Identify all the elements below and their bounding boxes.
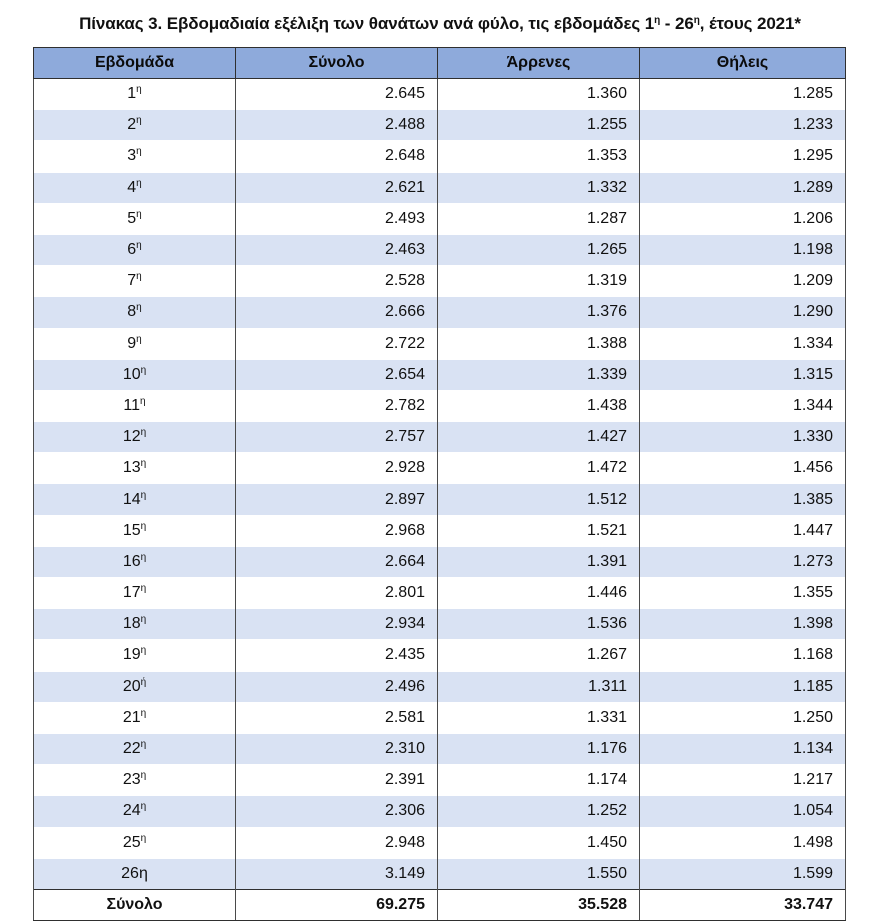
table-row [34,858,846,889]
table-body [34,79,846,890]
week-cell [34,110,236,141]
week-cell [34,671,236,702]
week-number: 18 [122,615,141,633]
total-cell: 2.722 [236,328,438,359]
male-cell: 1.339 [438,359,640,390]
week-cell [34,266,236,297]
total-cell: 2.928 [236,453,438,484]
week-cell [34,733,236,764]
female-cell: 1.185 [640,671,846,702]
week-ordinal-suffix: η [140,801,147,813]
female-cell: 1.344 [640,390,846,421]
week-number: 25 [122,833,141,851]
female-cell: 1.295 [640,141,846,172]
title-range: - 26 [660,14,694,33]
week-ordinal-suffix: η [136,240,142,252]
male-cell: 1.174 [438,765,640,796]
week-ordinal-suffix: η [136,302,142,314]
week-cell [34,141,236,172]
female-cell: 1.285 [640,79,846,110]
table-row [34,79,846,110]
week-ordinal-suffix: η [140,707,147,719]
table-row [34,702,846,733]
table-row [34,172,846,203]
week-number: 21 [122,708,141,726]
week-ordinal-suffix: η [136,115,142,127]
week-number: 19 [122,646,141,664]
week-ordinal-suffix: η [136,84,142,96]
week-number: 24 [122,802,141,820]
header-total: Σύνολο [236,48,438,79]
week-number: 20 [122,677,141,695]
week-number: 17 [122,584,141,602]
total-cell: 2.968 [236,515,438,546]
female-cell: 1.456 [640,453,846,484]
week-cell [34,79,236,110]
week-ordinal-suffix: η [140,364,147,376]
total-cell: 2.581 [236,702,438,733]
week-cell [34,546,236,577]
week-cell [34,796,236,827]
female-cell: 1.054 [640,796,846,827]
week-ordinal-suffix: η [136,208,142,220]
totals-total: 69.275 [236,889,438,920]
female-cell: 1.385 [640,484,846,515]
male-cell: 1.353 [438,141,640,172]
week-ordinal-suffix: η [136,177,142,189]
female-cell: 1.355 [640,578,846,609]
week-ordinal-suffix: η [140,583,147,595]
table-row [34,546,846,577]
week-cell [34,172,236,203]
total-cell: 2.488 [236,110,438,141]
header-female: Θήλεις [640,48,846,79]
female-cell: 1.398 [640,609,846,640]
week-ordinal-suffix: η [140,770,147,782]
female-cell: 1.315 [640,359,846,390]
male-cell: 1.360 [438,79,640,110]
table-row [34,578,846,609]
week-cell [34,297,236,328]
male-cell: 1.521 [438,515,640,546]
total-cell: 2.463 [236,234,438,265]
male-cell: 1.267 [438,640,640,671]
table-row [34,671,846,702]
week-number: 16 [122,552,141,570]
male-cell: 1.255 [438,110,640,141]
total-cell: 2.310 [236,733,438,764]
week-cell [34,609,236,640]
week-number: 11 [123,396,141,414]
week-ordinal-suffix: η [140,427,147,439]
week-cell [34,765,236,796]
table-row [34,733,846,764]
totals-male: 35.528 [438,889,640,920]
week-cell [34,390,236,421]
female-cell: 1.330 [640,422,846,453]
total-cell: 2.648 [236,141,438,172]
week-cell [34,234,236,265]
week-cell [34,359,236,390]
male-cell: 1.472 [438,453,640,484]
page-title [0,14,880,34]
week-cell [34,203,236,234]
week-cell [34,453,236,484]
male-cell: 1.391 [438,546,640,577]
week-number: 9 [127,334,137,352]
week-ordinal-suffix: η [140,832,147,844]
week-ordinal-suffix: η [140,489,147,501]
table-row [34,827,846,858]
total-cell: 2.528 [236,266,438,297]
table-row [34,453,846,484]
total-cell: 2.621 [236,172,438,203]
table-row [34,390,846,421]
female-cell: 1.198 [640,234,846,265]
week-ordinal-suffix: η [140,645,147,657]
week-number: 7 [127,272,137,290]
week-ordinal-suffix: η [140,739,147,751]
female-cell: 1.447 [640,515,846,546]
week-cell [34,578,236,609]
deaths-table [33,47,846,921]
deaths-table-container [33,47,845,921]
male-cell: 1.550 [438,858,640,889]
male-cell: 1.536 [438,609,640,640]
male-cell: 1.331 [438,702,640,733]
male-cell: 1.450 [438,827,640,858]
male-cell: 1.287 [438,203,640,234]
total-cell: 2.654 [236,359,438,390]
total-cell: 2.391 [236,765,438,796]
week-ordinal-suffix: η [140,614,147,626]
female-cell: 1.250 [640,702,846,733]
total-cell: 2.782 [236,390,438,421]
female-cell: 1.217 [640,765,846,796]
total-cell: 2.801 [236,578,438,609]
female-cell: 1.599 [640,858,846,889]
table-row [34,422,846,453]
table-row [34,765,846,796]
week-ordinal-suffix: η [136,271,142,283]
week-number: 23 [122,771,141,789]
week-number: 5 [127,209,137,227]
male-cell: 1.319 [438,266,640,297]
female-cell: 1.273 [640,546,846,577]
title-text: Πίνακας 3. Εβδομαδιαία εξέλιξη των θανάτων ανά φύλο, τις εβδομάδες 1 [79,14,655,33]
total-cell: 2.493 [236,203,438,234]
week-cell [34,484,236,515]
week-cell [34,702,236,733]
table-header-row [34,48,846,79]
week-number: 12 [122,428,141,446]
female-cell: 1.290 [640,297,846,328]
table-row [34,484,846,515]
table-row [34,203,846,234]
table-row [34,640,846,671]
female-cell: 1.334 [640,328,846,359]
week-ordinal-suffix: η [140,520,147,532]
week-ordinal-suffix: η [140,395,146,407]
table-row [34,359,846,390]
week-number: 13 [122,459,141,477]
title-year: , έτους 2021* [699,14,801,33]
week-cell [34,827,236,858]
week-ordinal-suffix: η [140,551,147,563]
table-row [34,297,846,328]
week-ordinal-suffix: η [136,333,142,345]
table-row [34,796,846,827]
week-number: 15 [122,521,141,539]
week-cell [34,858,236,889]
total-cell: 2.435 [236,640,438,671]
female-cell: 1.233 [640,110,846,141]
male-cell: 1.311 [438,671,640,702]
male-cell: 1.176 [438,733,640,764]
total-cell: 3.149 [236,858,438,889]
total-cell: 2.934 [236,609,438,640]
total-cell: 2.757 [236,422,438,453]
week-ordinal-suffix: ή [140,676,147,688]
male-cell: 1.438 [438,390,640,421]
title-superscript: η [654,15,661,26]
total-cell: 2.496 [236,671,438,702]
male-cell: 1.512 [438,484,640,515]
male-cell: 1.332 [438,172,640,203]
header-week: Εβδομάδα [34,48,236,79]
week-number: 26η [121,864,148,882]
week-number: 1 [127,85,137,103]
male-cell: 1.376 [438,297,640,328]
male-cell: 1.446 [438,578,640,609]
week-ordinal-suffix: η [136,146,142,158]
totals-label: Σύνολο [34,889,236,920]
week-number: 3 [127,147,137,165]
total-cell: 2.664 [236,546,438,577]
week-cell [34,422,236,453]
female-cell: 1.206 [640,203,846,234]
week-number: 6 [127,241,137,259]
total-cell: 2.948 [236,827,438,858]
table-row [34,515,846,546]
table-row [34,266,846,297]
total-cell: 2.306 [236,796,438,827]
week-number: 22 [122,740,141,758]
week-number: 10 [122,365,141,383]
week-number: 2 [127,116,137,134]
week-number: 14 [122,490,141,508]
title-superscript: η [693,15,700,26]
week-ordinal-suffix: η [140,458,147,470]
female-cell: 1.209 [640,266,846,297]
week-number: 8 [127,303,137,321]
male-cell: 1.427 [438,422,640,453]
female-cell: 1.168 [640,640,846,671]
total-cell: 2.897 [236,484,438,515]
table-row [34,328,846,359]
week-cell [34,328,236,359]
table-row [34,141,846,172]
female-cell: 1.498 [640,827,846,858]
totals-female: 33.747 [640,889,846,920]
total-cell: 2.666 [236,297,438,328]
table-row [34,234,846,265]
week-cell [34,515,236,546]
table-row [34,609,846,640]
total-cell: 2.645 [236,79,438,110]
male-cell: 1.388 [438,328,640,359]
female-cell: 1.134 [640,733,846,764]
week-number: 4 [127,178,137,196]
female-cell: 1.289 [640,172,846,203]
male-cell: 1.252 [438,796,640,827]
table-totals-row [34,889,846,920]
header-male: Άρρενες [438,48,640,79]
male-cell: 1.265 [438,234,640,265]
table-row [34,110,846,141]
week-cell [34,640,236,671]
